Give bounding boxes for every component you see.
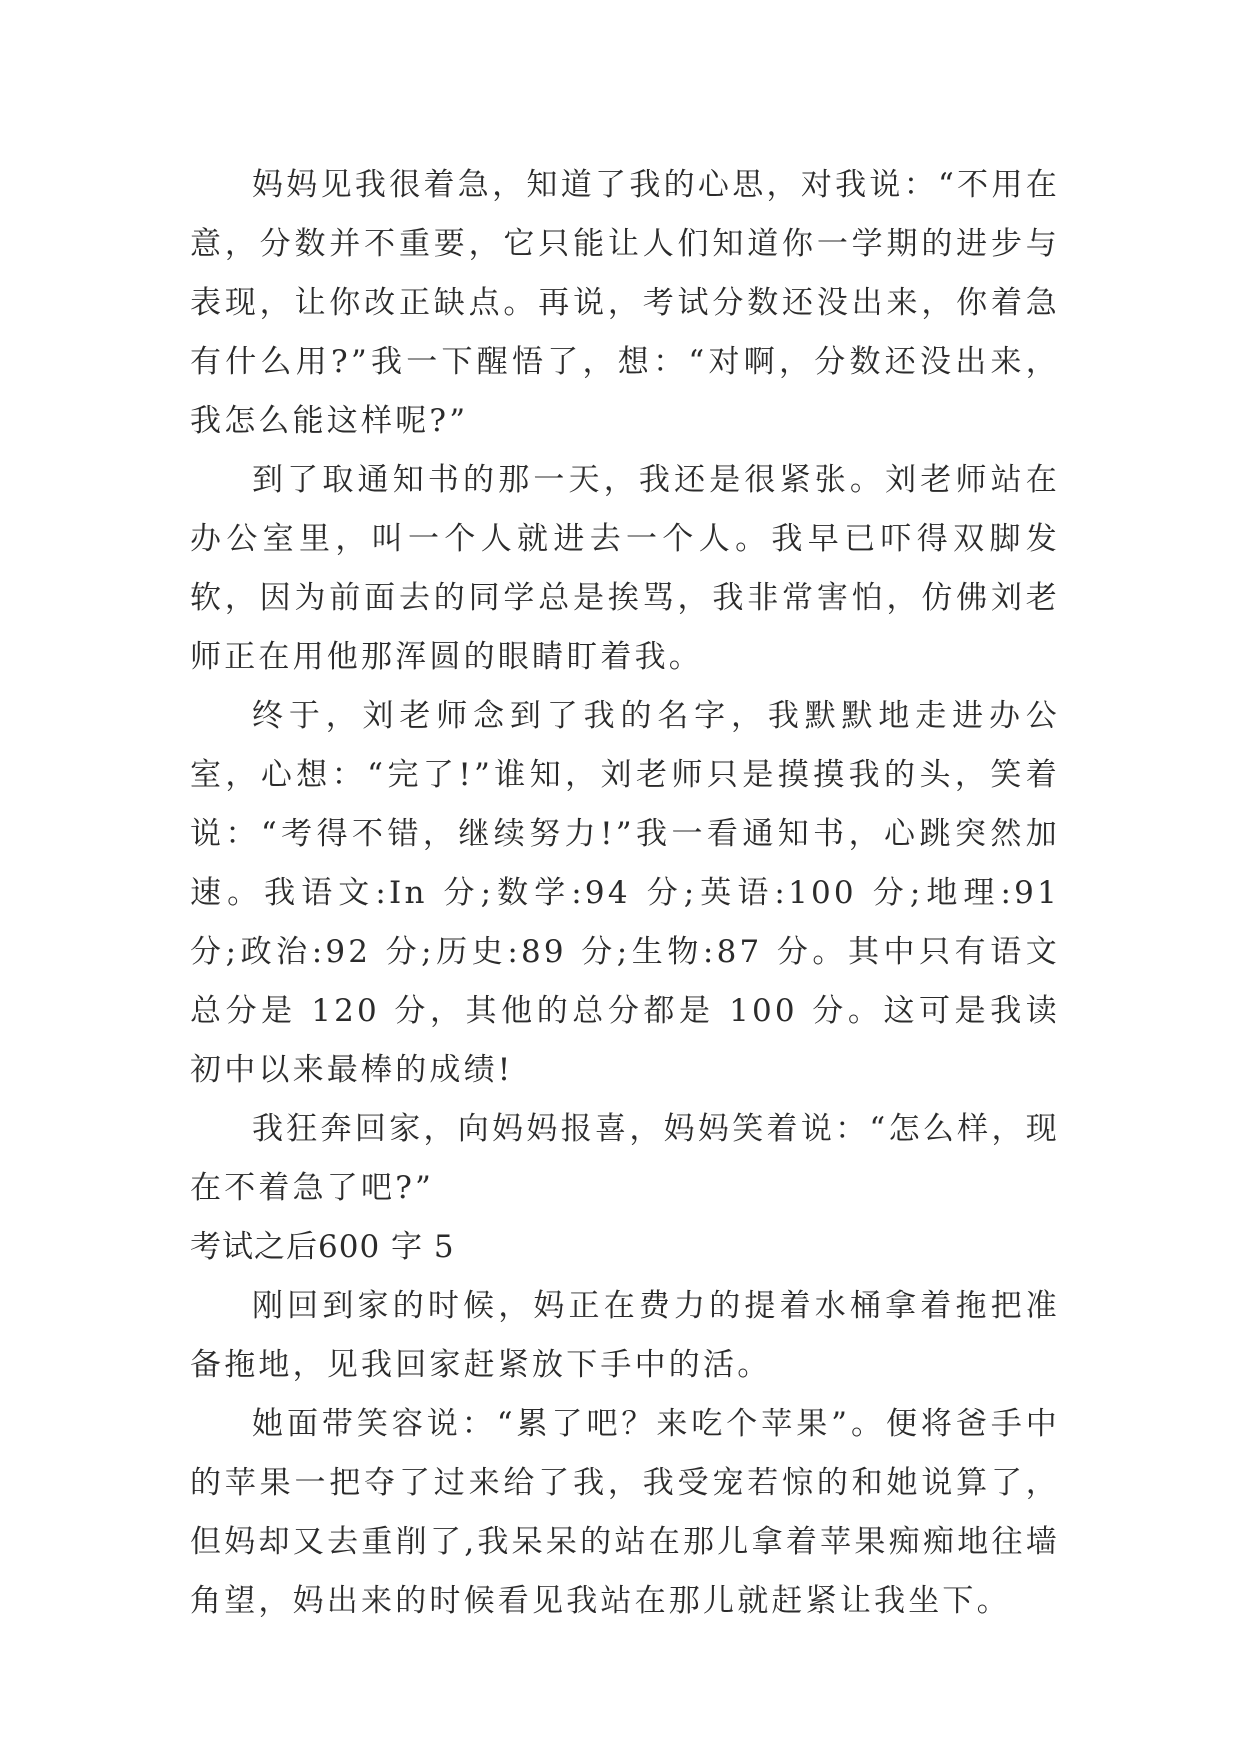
paragraph-2: 到了取通知书的那一天，我还是很紧张。刘老师站在办公室里，叫一个人就进去一个人。我早已吓得双脚发软，因为前面去的同学总是挨骂，我非常害怕，仿佛刘老师正在用他那浑圆的眼睛盯着我。: [190, 462, 1060, 675]
paragraph-4: 我狂奔回家，向妈妈报喜，妈妈笑着说：“怎么样，现在不着急了吧?”: [190, 1111, 1060, 1206]
section-paragraph-2: 她面带笑容说：“累了吧？来吃个苹果”。便将爸手中的苹果一把夺了过来给了我，我受宠若惊的和她说算了，但妈却又去重削了,我呆呆的站在那儿拿着苹果痴痴地往墙角望，妈出来的时候看见我站在那儿就赶紧让我坐下。: [190, 1406, 1060, 1619]
document-body: [190, 156, 1060, 1631]
section-paragraph-1: 刚回到家的时候，妈正在费力的提着水桶拿着拖把准备拖地，见我回家赶紧放下手中的活。: [190, 1288, 1060, 1383]
section-heading: 考试之后600 字 5: [190, 1229, 455, 1265]
paragraph-3: 终于，刘老师念到了我的名字，我默默地走进办公室，心想：“完了!”谁知，刘老师只是摸摸我的头，笑着说：“考得不错，继续努力!”我一看通知书，心跳突然加速。我语文:In 分;数学:94 分;英语:100 分;地理:91 分;政治:92 分;历史:89 分;生物:87 分。其中只有语文总分是 120 分，其他的总分都是 100 分。这可是我读初中以来最棒的成绩!: [190, 698, 1060, 1088]
paragraph-1: 妈妈见我很着急，知道了我的心思，对我说：“不用在意，分数并不重要，它只能让人们知道你一学期的进步与表现，让你改正缺点。再说，考试分数还没出来，你着急有什么用?”我一下醒悟了，想：“对啊，分数还没出来，我怎么能这样呢?”: [190, 167, 1060, 439]
